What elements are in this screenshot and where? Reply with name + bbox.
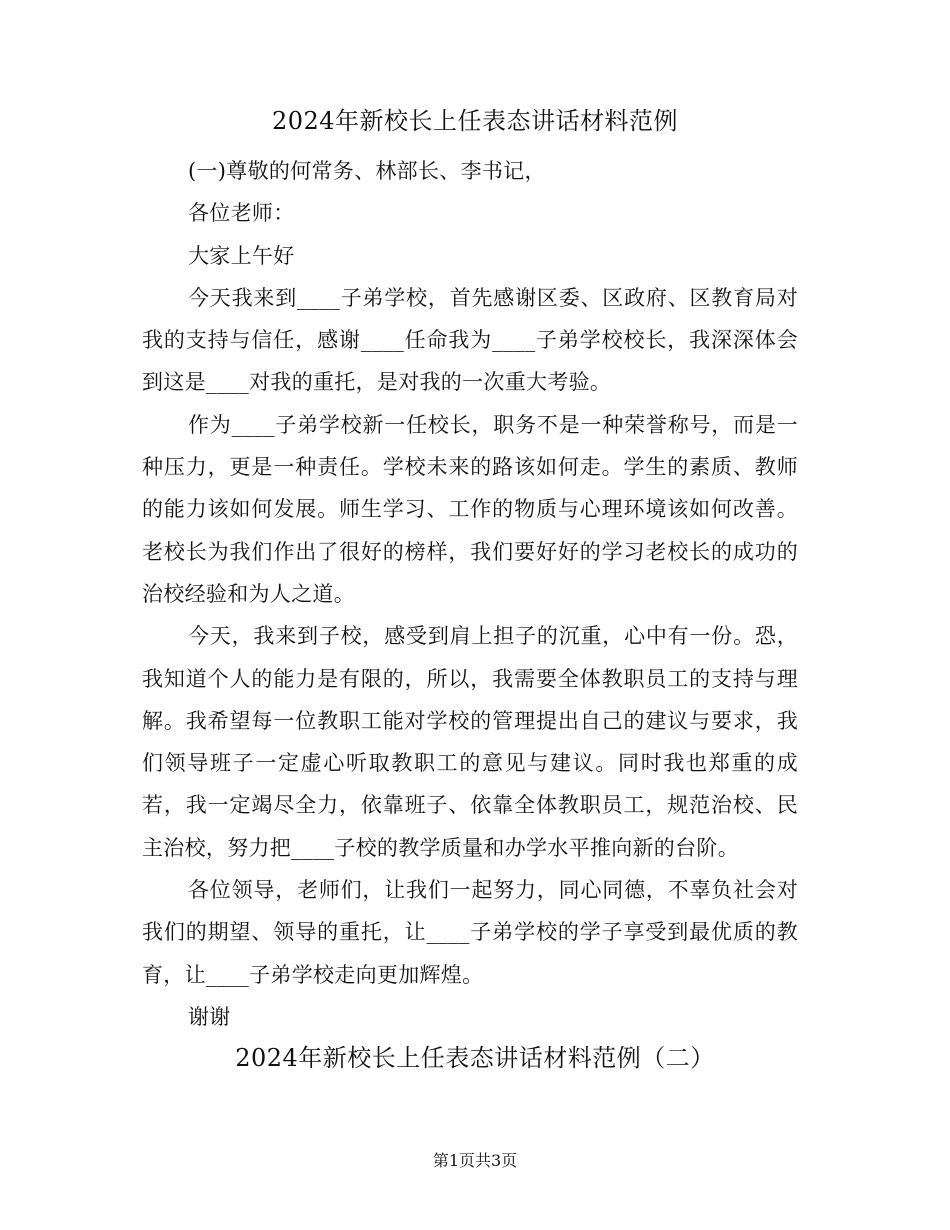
paragraph-3: 今天，我来到子校，感受到肩上担子的沉重，心中有一份。恐，我知道个人的能力是有限的，所以，我需要全体教职员工的支持与理解。我希望每一位教职工能对学校的管理提出自己的建议与要求，我们领导班子一定虚心听取教职工的意见与建议。同时我也郑重的成若，我一定竭尽全力，依靠班子、依靠全体教职员工，规范治校、民主治校，努力把____子校的教学质量和办学水平推向新的台阶。	[142, 624, 798, 860]
document-title: 2024年新校长上任表态讲话材料范例	[271, 107, 679, 135]
salutation-line-2: 各位老师：	[188, 201, 295, 226]
second-section-title: 2024年新校长上任表态讲话材料范例（二）	[235, 1044, 715, 1072]
salutation-line-1: (一)尊敬的何常务、林部长、李书记，	[188, 159, 546, 183]
page-number-footer: 第1页共3页	[432, 1151, 518, 1170]
paragraph-1: 今天我来到____子弟学校，首先感谢区委、区政府、区教育局对我的支持与信任，感谢____任命我为____子弟学校校长，我深深体会到这是____对我的重托，是对我的一次重大考验。	[142, 285, 798, 395]
paragraph-4: 各位领导，老师们，让我们一起努力，同心同德，不辜负社会对我们的期望、领导的重托，让____子弟学校的学子享受到最优质的教育，让____子弟学校走向更加辉煌。	[142, 878, 798, 987]
greeting: 大家上午好	[188, 243, 295, 268]
paragraph-2: 作为____子弟学校新一任校长，职务不是一种荣誉称号，而是一种压力，更是一种责任。学校未来的路该如何走。学生的素质、教师的能力该如何发展。师生学习、工作的物质与心理环境该如何改善。老校长为我们作出了很好的榜样，我们要好好的学习老校长的成功的治校经验和为人之道。	[142, 412, 798, 606]
document-body	[142, 150, 798, 1038]
closing: 谢谢	[188, 1004, 231, 1029]
